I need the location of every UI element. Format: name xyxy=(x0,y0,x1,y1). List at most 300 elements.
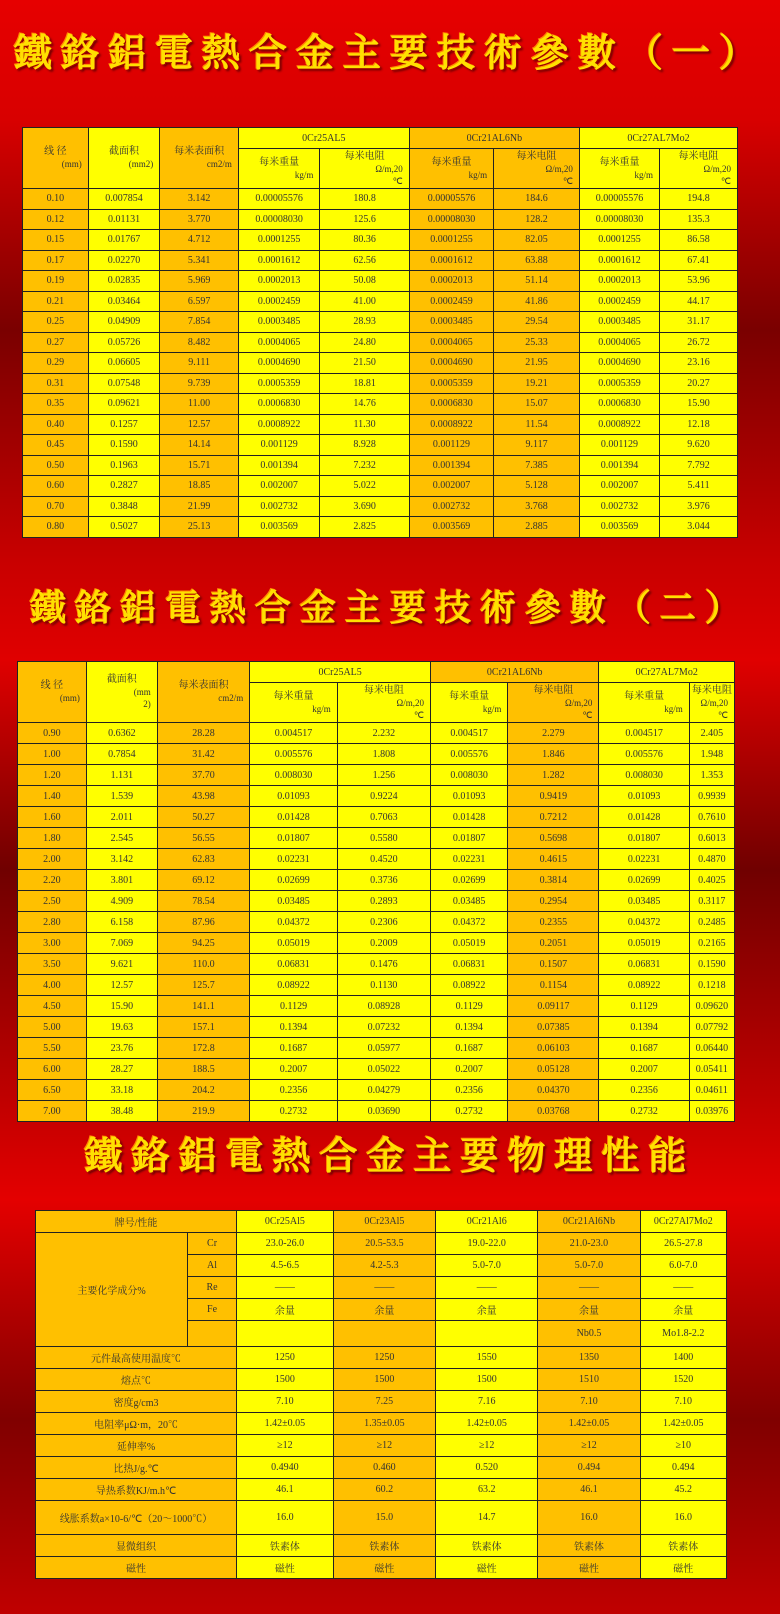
table-cell: 0.0008922 xyxy=(579,414,659,435)
table-cell: 0.1687 xyxy=(599,1038,689,1059)
table-cell: 86.58 xyxy=(660,230,738,251)
table-cell: 28.27 xyxy=(86,1059,157,1080)
property-value: 磁性 xyxy=(237,1557,334,1579)
table-cell: 0.1154 xyxy=(508,975,599,996)
property-value: 0.520 xyxy=(436,1457,538,1479)
table-cell: 0.01807 xyxy=(599,828,689,849)
table-cell: 1.131 xyxy=(86,765,157,786)
table-cell: 0.0008922 xyxy=(409,414,493,435)
table-cell: 12.18 xyxy=(660,414,738,435)
header-diameter-unit: (mm) xyxy=(61,159,82,169)
table-cell: 2.20 xyxy=(18,870,87,891)
table-cell: 128.2 xyxy=(494,209,580,230)
table-cell: 0.2009 xyxy=(337,933,430,954)
table-cell: 9.117 xyxy=(494,435,580,456)
table-cell: 0.05411 xyxy=(689,1059,734,1080)
header-weight-unit: kg/m xyxy=(482,703,502,714)
header-resistance-label: 每米电阻 xyxy=(678,150,719,162)
table-row xyxy=(23,455,738,476)
table-cell: 0.2165 xyxy=(689,933,734,954)
table-cell: 2.80 xyxy=(18,912,87,933)
header-resistance xyxy=(320,149,409,189)
table-cell: 2.825 xyxy=(320,517,409,538)
table-cell: 4.909 xyxy=(86,891,157,912)
table-cell: 87.96 xyxy=(157,912,249,933)
table-cell: 0.008030 xyxy=(430,765,507,786)
property-value: 1400 xyxy=(640,1347,726,1369)
table-row xyxy=(23,517,738,538)
table-cell: 0.06831 xyxy=(430,954,507,975)
table-cell: 0.5580 xyxy=(337,828,430,849)
header-resistance-unit-2: ℃ xyxy=(582,709,593,720)
table-cell: 5.022 xyxy=(320,476,409,497)
table-cell: 0.05128 xyxy=(508,1059,599,1080)
table-cell: 2.232 xyxy=(337,723,430,744)
chem-value: —— xyxy=(640,1277,726,1299)
table-row xyxy=(18,933,735,954)
chem-value: 23.0-26.0 xyxy=(237,1233,334,1255)
table-cell: 2.545 xyxy=(86,828,157,849)
property-value: 7.10 xyxy=(237,1391,334,1413)
chem-value: —— xyxy=(436,1277,538,1299)
table-cell: 0.0002459 xyxy=(409,291,493,312)
table-cell: 0.01767 xyxy=(88,230,160,251)
header-surface xyxy=(160,128,239,189)
table-cell: 141.1 xyxy=(157,996,249,1017)
header-weight xyxy=(409,149,493,189)
table-cell: 0.1590 xyxy=(88,435,160,456)
property-row xyxy=(36,1479,727,1501)
table-cell: 172.8 xyxy=(157,1038,249,1059)
table-cell: 7.385 xyxy=(494,455,580,476)
chem-value xyxy=(237,1321,334,1347)
header-resistance-unit-2: ℃ xyxy=(717,709,728,720)
chem-value: —— xyxy=(333,1277,435,1299)
table-cell: 0.80 xyxy=(23,517,89,538)
table-cell: 1.282 xyxy=(508,765,599,786)
header-resistance-label: 每米电阻 xyxy=(363,684,404,696)
table-row xyxy=(18,954,735,975)
table-cell: 8.482 xyxy=(160,332,239,353)
table-cell: 0.1130 xyxy=(337,975,430,996)
chem-value: 6.0-7.0 xyxy=(640,1255,726,1277)
table-cell: 1.539 xyxy=(86,786,157,807)
header-diameter xyxy=(18,662,87,723)
header-alloy-group: 0Cr21AL6Nb xyxy=(409,128,579,149)
table-cell: 0.002732 xyxy=(238,496,320,517)
table-row xyxy=(23,209,738,230)
table-cell: 0.0002459 xyxy=(238,291,320,312)
table-cell: 31.42 xyxy=(157,744,249,765)
table-cell: 1.00 xyxy=(18,744,87,765)
header-resistance xyxy=(494,149,580,189)
table-cell: 0.0005359 xyxy=(238,373,320,394)
header-weight-unit: kg/m xyxy=(664,703,683,714)
chem-value: 余量 xyxy=(436,1299,538,1321)
table-cell: 0.29 xyxy=(23,353,89,374)
table-cell: 50.27 xyxy=(157,807,249,828)
property-value: 1520 xyxy=(640,1369,726,1391)
table-cell: 0.7854 xyxy=(86,744,157,765)
table-cell: 3.00 xyxy=(18,933,87,954)
table-cell: 0.60 xyxy=(23,476,89,497)
table-cell: 6.597 xyxy=(160,291,239,312)
table-cell: 0.9939 xyxy=(689,786,734,807)
table-cell: 2.885 xyxy=(494,517,580,538)
table-cell: 29.54 xyxy=(494,312,580,333)
table-cell: 0.7212 xyxy=(508,807,599,828)
table-cell: 184.6 xyxy=(494,189,580,210)
table-cell: 3.142 xyxy=(160,189,239,210)
property-value: 0.494 xyxy=(640,1457,726,1479)
property-value: 1350 xyxy=(538,1347,640,1369)
property-row xyxy=(36,1501,727,1535)
table-cell: 0.6013 xyxy=(689,828,734,849)
header-surface-label: 每米表面积 xyxy=(178,680,229,691)
table-cell: 1.80 xyxy=(18,828,87,849)
table-cell: 2.279 xyxy=(508,723,599,744)
table-cell: 0.7063 xyxy=(337,807,430,828)
table-cell: 41.00 xyxy=(320,291,409,312)
table-cell: 0.05726 xyxy=(88,332,160,353)
table-cell: 19.21 xyxy=(494,373,580,394)
table-cell: 0.01093 xyxy=(430,786,507,807)
table-cell: 41.86 xyxy=(494,291,580,312)
property-value: ≥12 xyxy=(333,1435,435,1457)
table-cell: 0.40 xyxy=(23,414,89,435)
chem-value: Mo1.8-2.2 xyxy=(640,1321,726,1347)
table-cell: 0.04370 xyxy=(508,1080,599,1101)
table-cell: 0.19 xyxy=(23,271,89,292)
header-weight-label: 每米重量 xyxy=(431,156,472,168)
table-cell: 0.0003485 xyxy=(238,312,320,333)
table-cell: 0.06605 xyxy=(88,353,160,374)
table-cell: 0.4025 xyxy=(689,870,734,891)
table-cell: 0.0004690 xyxy=(409,353,493,374)
table-cell: 0.05977 xyxy=(337,1038,430,1059)
header-area xyxy=(88,128,160,189)
property-value: 1.42±0.05 xyxy=(538,1413,640,1435)
table-cell: 0.06831 xyxy=(599,954,689,975)
table-cell: 0.03485 xyxy=(599,891,689,912)
chem-value: 21.0-23.0 xyxy=(538,1233,640,1255)
table-cell: 0.0006830 xyxy=(238,394,320,415)
table-cell: 0.9224 xyxy=(337,786,430,807)
table-cell: 0.06103 xyxy=(508,1038,599,1059)
table-cell: 0.2732 xyxy=(250,1101,337,1122)
title-spec-table-1: 鐵鉻鋁電熱合金主要技術參數（一） xyxy=(13,30,766,75)
table-row xyxy=(18,996,735,1017)
table-cell: 11.30 xyxy=(320,414,409,435)
table-cell: 0.00005576 xyxy=(238,189,320,210)
table-cell: 0.03485 xyxy=(430,891,507,912)
header-resistance-label: 每米电阻 xyxy=(516,150,557,162)
table-cell: 0.1394 xyxy=(599,1017,689,1038)
chem-value: 20.5-53.5 xyxy=(333,1233,435,1255)
chem-value: 5.0-7.0 xyxy=(436,1255,538,1277)
table-cell: 0.0004690 xyxy=(238,353,320,374)
table-cell: 69.12 xyxy=(157,870,249,891)
table-cell: 0.01131 xyxy=(88,209,160,230)
table-cell: 0.005576 xyxy=(599,744,689,765)
table-row xyxy=(18,828,735,849)
table-cell: 0.0001612 xyxy=(579,250,659,271)
table-cell: 9.111 xyxy=(160,353,239,374)
table-cell: 0.0001612 xyxy=(409,250,493,271)
property-value: ≥12 xyxy=(436,1435,538,1457)
table-cell: 82.05 xyxy=(494,230,580,251)
header-weight-label: 每米重量 xyxy=(273,690,314,702)
table-cell: 0.2007 xyxy=(599,1059,689,1080)
table-cell: 53.96 xyxy=(660,271,738,292)
property-value: 1.42±0.05 xyxy=(640,1413,726,1435)
header-resistance-unit: Ω/m,20 xyxy=(703,163,731,174)
table-cell: 62.56 xyxy=(320,250,409,271)
property-value: 46.1 xyxy=(538,1479,640,1501)
table-cell: 1.808 xyxy=(337,744,430,765)
table-cell: 0.10 xyxy=(23,189,89,210)
table-cell: 0.2732 xyxy=(599,1101,689,1122)
property-value: 16.0 xyxy=(640,1501,726,1535)
table-cell: 1.40 xyxy=(18,786,87,807)
table-cell: 0.01428 xyxy=(599,807,689,828)
table-cell: 0.00008030 xyxy=(579,209,659,230)
table-cell: 0.2051 xyxy=(508,933,599,954)
table-cell: 0.005576 xyxy=(250,744,337,765)
table-cell: 1.353 xyxy=(689,765,734,786)
table-row xyxy=(23,189,738,210)
property-row xyxy=(36,1535,727,1557)
table-cell: 26.72 xyxy=(660,332,738,353)
table-cell: 5.341 xyxy=(160,250,239,271)
table-cell: 204.2 xyxy=(157,1080,249,1101)
table-cell: 8.928 xyxy=(320,435,409,456)
table-cell: 0.2827 xyxy=(88,476,160,497)
header-surface-label: 每米表面积 xyxy=(174,146,225,157)
table-row xyxy=(18,1059,735,1080)
table-cell: 14.14 xyxy=(160,435,239,456)
property-row xyxy=(36,1369,727,1391)
header-row xyxy=(36,1211,727,1233)
table-cell: 31.17 xyxy=(660,312,738,333)
header-diameter-unit: (mm) xyxy=(59,693,80,703)
table-cell: 0.45 xyxy=(23,435,89,456)
table-cell: 7.792 xyxy=(660,455,738,476)
table-cell: 0.5698 xyxy=(508,828,599,849)
header-weight-unit: kg/m xyxy=(634,169,654,180)
table-cell: 0.0001255 xyxy=(238,230,320,251)
table-row xyxy=(18,1101,735,1122)
table-cell: 0.2356 xyxy=(250,1080,337,1101)
header-resistance-unit-2: ℃ xyxy=(413,709,424,720)
table-row xyxy=(23,353,738,374)
table-cell: 180.8 xyxy=(320,189,409,210)
table-cell: 0.00008030 xyxy=(409,209,493,230)
table-cell: 11.00 xyxy=(160,394,239,415)
header-resistance-unit-2: ℃ xyxy=(562,175,573,186)
chem-element: Fe xyxy=(188,1299,237,1321)
header-weight xyxy=(250,683,337,723)
table-cell: 56.55 xyxy=(157,828,249,849)
property-label: 元件最高使用温度℃ xyxy=(36,1347,237,1369)
header-area-label: 截面积 xyxy=(106,674,137,685)
table-cell: 51.14 xyxy=(494,271,580,292)
table-cell: 0.05019 xyxy=(430,933,507,954)
table-cell: 1.256 xyxy=(337,765,430,786)
chem-value: 4.5-6.5 xyxy=(237,1255,334,1277)
header-weight-label: 每米重量 xyxy=(259,156,300,168)
table-cell: 0.09620 xyxy=(689,996,734,1017)
table-row xyxy=(18,1017,735,1038)
table-cell: 0.003569 xyxy=(238,517,320,538)
chem-value: 余量 xyxy=(237,1299,334,1321)
chem-value: 余量 xyxy=(640,1299,726,1321)
property-value: 1.42±0.05 xyxy=(237,1413,334,1435)
table-cell: 0.008030 xyxy=(599,765,689,786)
table-cell: 0.02231 xyxy=(250,849,337,870)
table-row xyxy=(18,765,735,786)
header-diameter-label: 线 径 xyxy=(40,680,64,691)
spec-table-1 xyxy=(22,127,738,538)
table-cell: 157.1 xyxy=(157,1017,249,1038)
property-value: 1550 xyxy=(436,1347,538,1369)
table-cell: 9.620 xyxy=(660,435,738,456)
property-value: 15.0 xyxy=(333,1501,435,1535)
table-cell: 2.00 xyxy=(18,849,87,870)
table-cell: 0.0004690 xyxy=(579,353,659,374)
table-cell: 0.0003485 xyxy=(409,312,493,333)
table-cell: 0.0002013 xyxy=(579,271,659,292)
property-value: 46.1 xyxy=(237,1479,334,1501)
table-cell: 0.2732 xyxy=(430,1101,507,1122)
chem-label: 主要化学成分% xyxy=(36,1233,188,1347)
title-spec-table-2: 鐵鉻鋁電熱合金主要技術參數（二） xyxy=(29,587,750,629)
property-row xyxy=(36,1347,727,1369)
table-cell: 9.739 xyxy=(160,373,239,394)
table-cell: 3.044 xyxy=(660,517,738,538)
header-alloy-group: 0Cr27AL7Mo2 xyxy=(579,128,737,149)
chem-value xyxy=(436,1321,538,1347)
header-diameter-label: 线 径 xyxy=(44,146,67,157)
property-label: 磁性 xyxy=(36,1557,237,1579)
table-row xyxy=(18,786,735,807)
table-cell: 0.06440 xyxy=(689,1038,734,1059)
property-value: 63.2 xyxy=(436,1479,538,1501)
table-cell: 0.0003485 xyxy=(579,312,659,333)
header-weight-unit: kg/m xyxy=(312,703,331,714)
property-label: 熔点℃ xyxy=(36,1369,237,1391)
table-cell: 0.2485 xyxy=(689,912,734,933)
table-cell: 3.801 xyxy=(86,870,157,891)
table-cell: 0.0001255 xyxy=(579,230,659,251)
property-value: 磁性 xyxy=(436,1557,538,1579)
header-area xyxy=(86,662,157,723)
table-cell: 0.2356 xyxy=(599,1080,689,1101)
property-value: 铁素体 xyxy=(237,1535,334,1557)
table-cell: 0.003569 xyxy=(579,517,659,538)
chem-element: Cr xyxy=(188,1233,237,1255)
table-cell: 0.07792 xyxy=(689,1017,734,1038)
header-resistance-label: 每米电阻 xyxy=(344,150,385,162)
table-cell: 0.15 xyxy=(23,230,89,251)
table-cell: 33.18 xyxy=(86,1080,157,1101)
property-row xyxy=(36,1413,727,1435)
table-cell: 188.5 xyxy=(157,1059,249,1080)
table-cell: 0.3814 xyxy=(508,870,599,891)
table-cell: 15.71 xyxy=(160,455,239,476)
table-row xyxy=(23,476,738,497)
header-area-unit-2: 2) xyxy=(143,699,151,709)
table-cell: 125.6 xyxy=(320,209,409,230)
table-cell: 0.1590 xyxy=(689,954,734,975)
table-cell: 0.4870 xyxy=(689,849,734,870)
table-row xyxy=(23,496,738,517)
table-cell: 0.1394 xyxy=(250,1017,337,1038)
header-alloy-group: 0Cr25AL5 xyxy=(238,128,409,149)
property-value: 铁素体 xyxy=(640,1535,726,1557)
table-cell: 21.95 xyxy=(494,353,580,374)
table-cell: 0.01428 xyxy=(250,807,337,828)
table-cell: 67.41 xyxy=(660,250,738,271)
table-cell: 0.00008030 xyxy=(238,209,320,230)
table-cell: 0.004517 xyxy=(599,723,689,744)
table-cell: 0.09117 xyxy=(508,996,599,1017)
table-cell: 0.001394 xyxy=(238,455,320,476)
table-cell: 0.03768 xyxy=(508,1101,599,1122)
property-value: 磁性 xyxy=(538,1557,640,1579)
table-cell: 0.08922 xyxy=(430,975,507,996)
table-cell: 0.04372 xyxy=(430,912,507,933)
table-cell: 18.85 xyxy=(160,476,239,497)
table-cell: 0.004517 xyxy=(430,723,507,744)
header-resistance-unit: Ω/m,20 xyxy=(375,163,403,174)
table-cell: 4.50 xyxy=(18,996,87,1017)
table-cell: 0.0001255 xyxy=(409,230,493,251)
table-cell: 6.158 xyxy=(86,912,157,933)
property-value: 磁性 xyxy=(333,1557,435,1579)
table-cell: 135.3 xyxy=(660,209,738,230)
table-cell: 0.02270 xyxy=(88,250,160,271)
table-cell: 0.04611 xyxy=(689,1080,734,1101)
table-row xyxy=(18,723,735,744)
table-cell: 12.57 xyxy=(160,414,239,435)
table-cell: 0.002007 xyxy=(409,476,493,497)
table-cell: 0.02699 xyxy=(599,870,689,891)
header-row-alloys xyxy=(18,662,735,683)
table-cell: 0.1257 xyxy=(88,414,160,435)
table-cell: 21.50 xyxy=(320,353,409,374)
table-cell: 21.99 xyxy=(160,496,239,517)
table-cell: 0.2306 xyxy=(337,912,430,933)
table-cell: 0.07548 xyxy=(88,373,160,394)
table-cell: 1.20 xyxy=(18,765,87,786)
table-cell: 19.63 xyxy=(86,1017,157,1038)
table-cell: 3.770 xyxy=(160,209,239,230)
table-cell: 0.21 xyxy=(23,291,89,312)
table-cell: 0.05019 xyxy=(599,933,689,954)
table-row xyxy=(18,870,735,891)
table-row xyxy=(23,373,738,394)
table-cell: 0.05022 xyxy=(337,1059,430,1080)
chem-value: 5.0-7.0 xyxy=(538,1255,640,1277)
table-cell: 0.5027 xyxy=(88,517,160,538)
chem-row xyxy=(36,1233,727,1255)
header-weight-unit: kg/m xyxy=(294,169,314,180)
table-cell: 2.50 xyxy=(18,891,87,912)
table-cell: 0.2954 xyxy=(508,891,599,912)
table-cell: 3.976 xyxy=(660,496,738,517)
property-value: 铁素体 xyxy=(333,1535,435,1557)
